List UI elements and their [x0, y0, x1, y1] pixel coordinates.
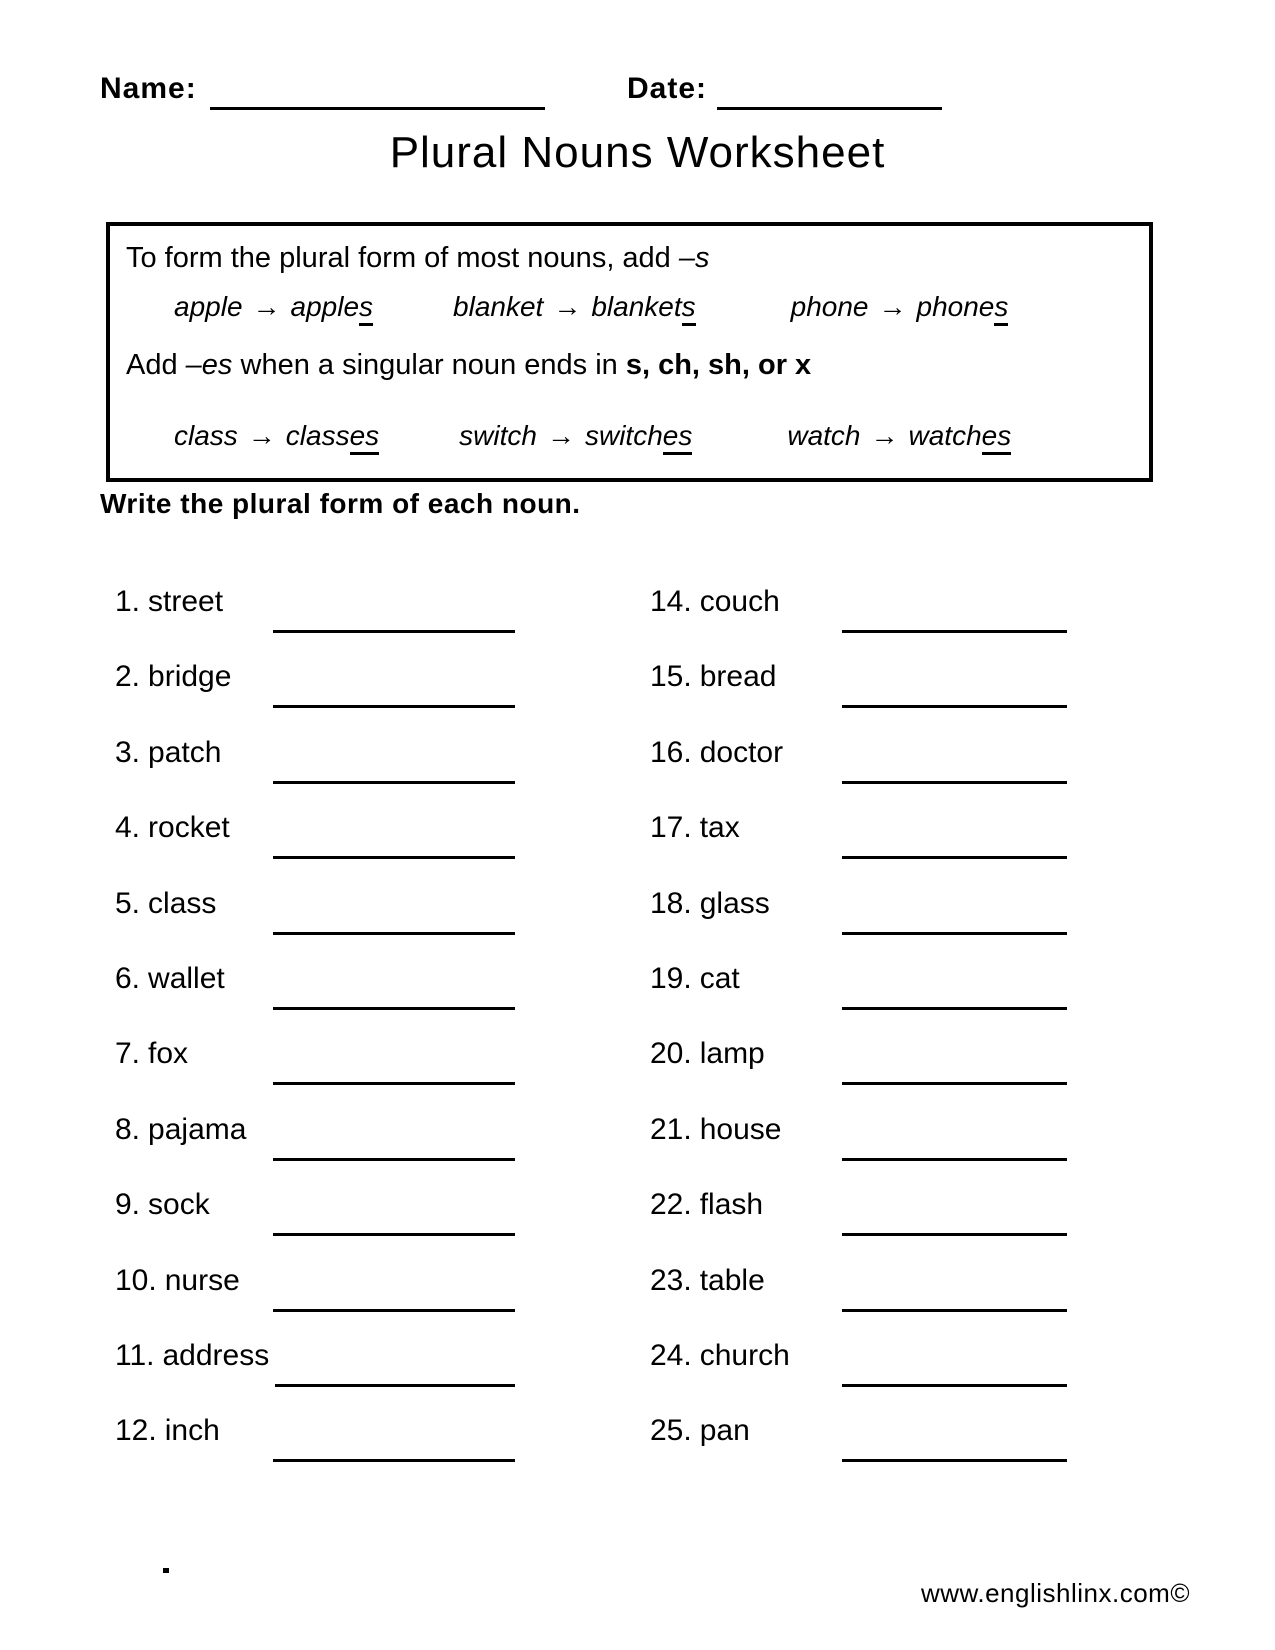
example-plural-ending: es: [350, 420, 380, 455]
example-plural-ending: s: [359, 291, 373, 326]
question-label: [650, 660, 836, 694]
page-title: Plural Nouns Worksheet: [389, 128, 886, 177]
question-number: 4.: [115, 811, 141, 845]
example-apple: [174, 291, 373, 323]
answer-blank-line: [273, 1188, 515, 1236]
question-row: [650, 962, 1067, 1037]
question-word: street: [148, 585, 224, 618]
question-label: [650, 1339, 836, 1373]
question-word: fox: [148, 1037, 189, 1071]
name-label: Name:: [100, 72, 197, 105]
question-row: [115, 660, 515, 735]
arrow-icon: →: [247, 420, 276, 451]
question-row: [650, 887, 1067, 962]
question-word: cat: [699, 961, 740, 995]
question-row: [650, 660, 1067, 735]
question-label: [115, 1037, 267, 1071]
question-label: [115, 1264, 267, 1298]
example-watch: [787, 420, 1011, 452]
answer-blank-line: [273, 1113, 515, 1161]
question-word: church: [699, 1338, 790, 1372]
question-row: [115, 585, 515, 660]
question-word: rocket: [148, 811, 230, 845]
rule-2-suffix: –es: [185, 349, 233, 381]
question-word: tax: [699, 811, 740, 845]
question-word: bridge: [148, 660, 232, 694]
example-switch: [459, 420, 692, 452]
question-word: class: [148, 886, 217, 920]
question-number: 17.: [650, 811, 692, 845]
answer-blank-line: [842, 887, 1067, 935]
question-number: 12.: [115, 1414, 157, 1448]
example-singular: apple: [174, 291, 243, 322]
answer-blank-line: [273, 962, 515, 1010]
question-number: 6.: [115, 961, 141, 995]
question-number: 20.: [650, 1037, 692, 1071]
example-plural-ending: s: [682, 291, 696, 326]
answer-blank-line: [842, 660, 1067, 708]
question-word: glass: [699, 886, 770, 920]
question-number: 2.: [115, 660, 141, 694]
question-label: [650, 1264, 836, 1298]
question-number: 7.: [115, 1037, 141, 1071]
question-row: [115, 1339, 515, 1414]
answer-blank-line: [275, 1339, 515, 1387]
question-row: [650, 1414, 1067, 1489]
question-label: [115, 660, 267, 694]
question-row: [650, 1188, 1067, 1263]
question-word: pan: [699, 1414, 750, 1448]
question-row: [115, 1414, 515, 1489]
question-row: [115, 1113, 515, 1188]
question-number: 21.: [650, 1112, 692, 1146]
answer-blank-line: [273, 660, 515, 708]
question-row: [650, 736, 1067, 811]
question-number: 16.: [650, 735, 692, 769]
answer-blank-line: [842, 1113, 1067, 1161]
question-label: [115, 585, 267, 619]
question-row: [115, 1188, 515, 1263]
answer-blank-line: [273, 887, 515, 935]
arrow-icon: →: [553, 291, 582, 322]
question-row: [115, 887, 515, 962]
answer-blank-line: [842, 962, 1067, 1010]
rule-1-suffix: –s: [678, 242, 710, 274]
example-plural-stem: blanket: [591, 291, 682, 322]
question-label: [115, 962, 267, 996]
answer-blank-line: [273, 585, 515, 633]
question-label: [115, 1339, 269, 1373]
answer-blank-line: [842, 1264, 1067, 1312]
date-blank-line: [717, 107, 942, 110]
instruction-heading: Write the plural form of each noun.: [100, 488, 581, 519]
question-word: pajama: [148, 1112, 247, 1146]
question-number: 25.: [650, 1414, 692, 1448]
answer-blank-line: [842, 1188, 1067, 1236]
rule-2-text-1: Add: [126, 349, 186, 381]
question-number: 19.: [650, 961, 692, 995]
answer-blank-line: [842, 585, 1067, 633]
answer-blank-line: [842, 811, 1067, 859]
example-plural-ending: es: [663, 420, 693, 455]
question-label: [115, 736, 267, 770]
question-row: [115, 811, 515, 886]
question-label: [115, 1113, 267, 1147]
question-label: [115, 887, 267, 921]
answer-blank-line: [842, 736, 1067, 784]
example-plural-stem: apple: [290, 291, 360, 322]
rule-1-examples: [126, 291, 1133, 323]
example-plural-ending: es: [982, 420, 1012, 455]
rule-2: [126, 347, 1133, 384]
question-word: inch: [164, 1414, 220, 1448]
question-label: [650, 585, 836, 619]
question-column-right: [650, 585, 1067, 1490]
answer-blank-line: [273, 811, 515, 859]
question-word: nurse: [164, 1263, 240, 1297]
question-number: 24.: [650, 1338, 692, 1372]
question-number: 1.: [115, 585, 141, 618]
question-row: [650, 1339, 1067, 1414]
question-number: 11.: [115, 1338, 155, 1372]
question-row: [650, 811, 1067, 886]
answer-blank-line: [273, 1037, 515, 1085]
question-word: address: [162, 1338, 270, 1372]
answer-blank-line: [842, 1414, 1067, 1462]
question-number: 18.: [650, 886, 692, 920]
question-number: 9.: [115, 1188, 141, 1222]
question-word: patch: [148, 735, 222, 769]
question-label: [650, 1037, 836, 1071]
question-word: sock: [148, 1188, 210, 1222]
question-row: [650, 1264, 1067, 1339]
question-word: table: [699, 1263, 765, 1297]
answer-blank-line: [273, 736, 515, 784]
example-singular: switch: [459, 420, 537, 451]
arrow-icon: →: [546, 420, 575, 451]
question-word: doctor: [699, 735, 784, 769]
question-label: [650, 962, 836, 996]
question-row: [115, 736, 515, 811]
question-row: [650, 1037, 1067, 1112]
question-label: [650, 1113, 836, 1147]
question-word: couch: [699, 585, 780, 618]
example-plural-stem: watch: [908, 420, 982, 451]
rule-1: [126, 240, 1133, 277]
question-label: [115, 811, 267, 845]
question-label: [650, 736, 836, 770]
question-label: [650, 1188, 836, 1222]
question-word: bread: [699, 660, 777, 694]
question-label: [115, 1188, 267, 1222]
question-word: house: [699, 1112, 782, 1146]
rule-2-endings: s, ch, sh, or x: [625, 349, 812, 381]
arrow-icon: →: [252, 291, 281, 322]
question-label: [650, 1414, 836, 1448]
example-singular: phone: [790, 291, 869, 322]
question-number: 14.: [650, 585, 692, 618]
question-row: [115, 962, 515, 1037]
answer-blank-line: [842, 1037, 1067, 1085]
example-plural-stem: switch: [584, 420, 663, 451]
answer-blank-line: [273, 1264, 515, 1312]
example-plural-ending: s: [994, 291, 1008, 326]
question-row: [650, 1113, 1067, 1188]
question-number: 23.: [650, 1263, 692, 1297]
question-label: [115, 1414, 267, 1448]
date-label: Date:: [627, 72, 708, 105]
question-column-left: [115, 585, 515, 1490]
example-singular: blanket: [453, 291, 544, 322]
name-blank-line: [210, 107, 545, 110]
question-label: [650, 887, 836, 921]
arrow-icon: →: [878, 291, 907, 322]
example-singular: class: [174, 420, 238, 451]
rules-box: [106, 222, 1153, 482]
footer-site: www.englishlinx.com©: [920, 1578, 1190, 1608]
question-number: 5.: [115, 886, 141, 920]
question-row: [115, 1037, 515, 1112]
example-blanket: [453, 291, 696, 323]
question-word: lamp: [699, 1037, 765, 1071]
answer-blank-line: [842, 1339, 1067, 1387]
question-number: 10.: [115, 1263, 157, 1297]
rule-2-examples: [126, 420, 1133, 452]
example-class: [174, 420, 379, 452]
example-singular: watch: [787, 420, 861, 451]
question-label: [650, 811, 836, 845]
arrow-icon: →: [870, 420, 899, 451]
question-number: 3.: [115, 735, 141, 769]
stray-scan-mark: [163, 1568, 169, 1573]
question-word: wallet: [148, 961, 225, 995]
question-row: [650, 585, 1067, 660]
question-number: 8.: [115, 1112, 141, 1146]
question-row: [115, 1264, 515, 1339]
example-phone: [791, 291, 1009, 323]
rule-1-text: To form the plural form of most nouns, add: [126, 242, 679, 274]
rule-2-text-2: when a singular noun ends in: [232, 349, 626, 381]
answer-blank-line: [273, 1414, 515, 1462]
example-plural-stem: phone: [916, 291, 995, 322]
question-word: flash: [699, 1188, 764, 1222]
question-number: 22.: [650, 1188, 692, 1222]
question-number: 15.: [650, 660, 692, 694]
example-plural-stem: class: [285, 420, 350, 451]
